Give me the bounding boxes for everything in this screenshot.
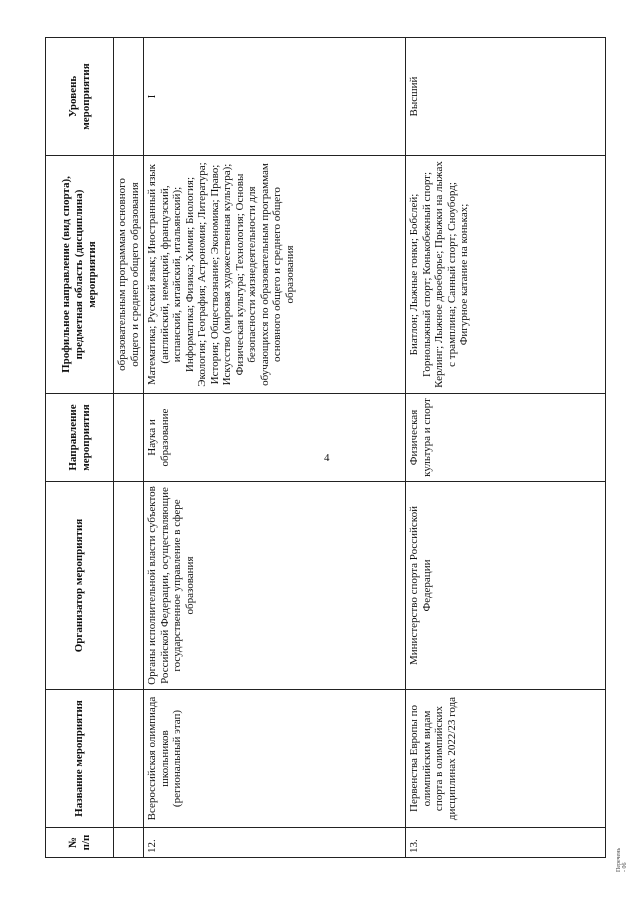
row-num: 12. — [144, 828, 406, 858]
row-name: Всероссийская олимпиада школьников (региональный этап) — [144, 690, 406, 828]
row-organizer: Министерство спорта Российской Федерации — [406, 482, 606, 690]
row-num: 13. — [406, 828, 606, 858]
row-direction: Наука и образование — [144, 394, 406, 482]
header-name: Название мероприятия — [46, 690, 114, 828]
header-profile: Профильное направление (вид спорта), предметная область (дисциплина) мероприятия — [46, 156, 114, 394]
row-level: I — [144, 38, 406, 156]
row-level: Высший — [406, 38, 606, 156]
events-table — [45, 37, 606, 858]
header-organizer: Организатор мероприятия — [46, 482, 114, 690]
header-level: Уровень мероприятия — [46, 38, 114, 156]
footer-note: Перечень - 06 — [616, 847, 628, 872]
page-number: 4 — [324, 452, 330, 464]
table-row — [406, 38, 606, 858]
header-direction: Направление мероприятия — [46, 394, 114, 482]
row-profile: Математика; Русский язык; Иностранный язык (английский, немецкий, французский, испанский, китайский, итальянский); Информатика; Физика; Химия; Биология; Экология; География; Астрономия; Литература; История; Обществознание; Экономика; Право; Искусство (мировая художественная культура); Физическая культура; Технология; Основы безопасности жизнедеятельности для обучающихся по образовательным программам основного общего и среднего общего образования — [144, 156, 406, 394]
header-num: № п/п — [46, 828, 114, 858]
rotated-table-container — [45, 38, 605, 858]
row-organizer: Органы исполнительной власти субъектов Российской Федерации, осуществляющие государственное управление в сфере образования — [144, 482, 406, 690]
row-direction: Физическая культура и спорт — [406, 394, 606, 482]
continuation-row — [114, 38, 144, 858]
row-profile: Биатлон; Лыжные гонки; Бобслей; Горнолыжный спорт; Конькобежный спорт; Керлинг; Лыжное двоеборье; Прыжки на лыжах с трамплина; Санный спорт; Сноуборд; Фигурное катание на коньках; — [406, 156, 606, 394]
row-name: Первенства Европы по олимпийским видам спорта в олимпийских дисциплинах 2022/23 года — [406, 690, 606, 828]
continuation-profile: образовательным программам основного общего и среднего общего образования — [114, 156, 144, 394]
table-header-row — [46, 38, 114, 858]
table-row — [144, 38, 406, 858]
